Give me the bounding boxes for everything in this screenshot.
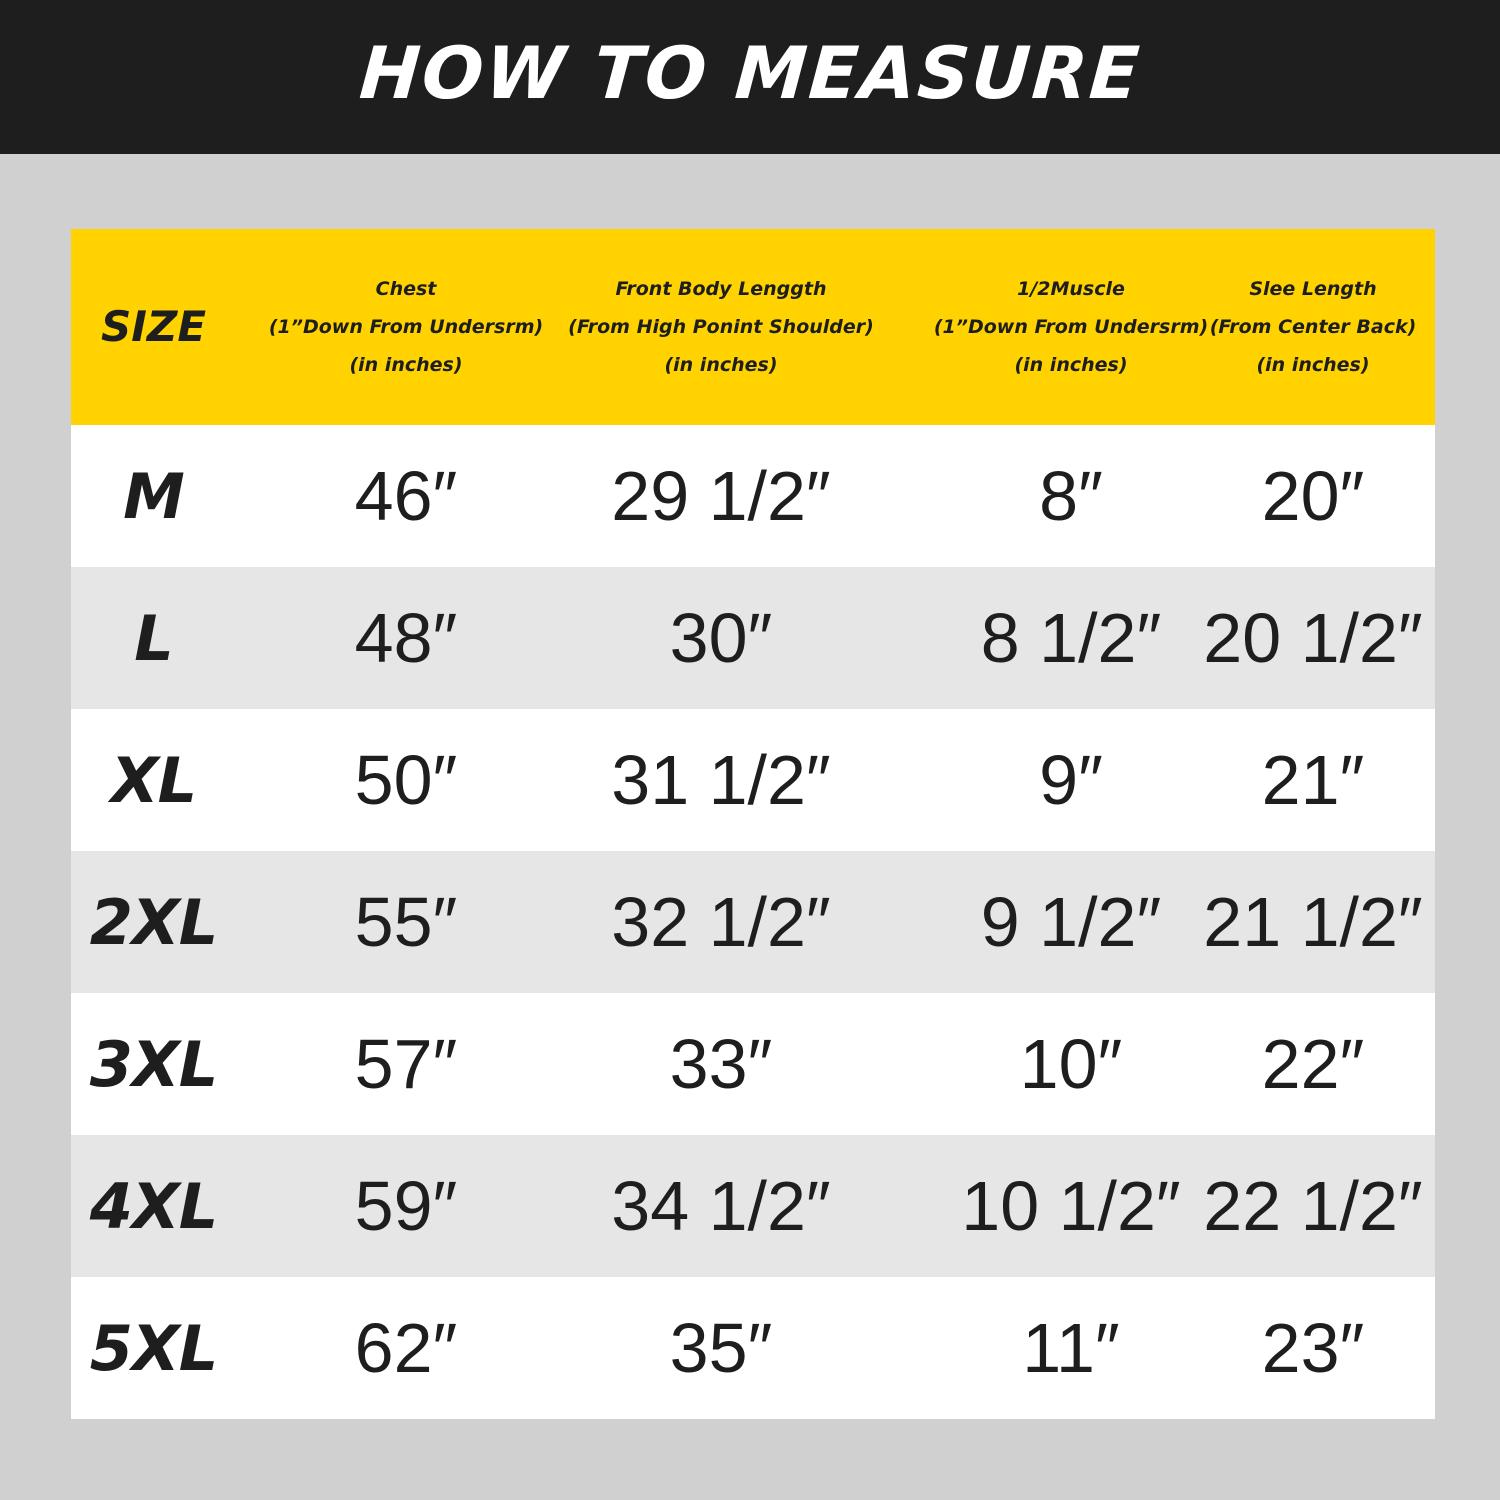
table-row <box>71 993 1435 1135</box>
header-sleeve-length <box>1191 229 1435 425</box>
muscle-cell: 8″ <box>1039 457 1103 535</box>
header-front-body-length <box>561 229 881 425</box>
header-front-note: (From High Ponint Shoulder) <box>568 316 874 338</box>
size-cell: 3XL <box>89 1027 218 1101</box>
size-cell: 4XL <box>89 1169 218 1243</box>
sleeve-cell: 20″ <box>1261 457 1365 535</box>
muscle-cell: 10 1/2″ <box>961 1167 1181 1245</box>
sleeve-cell: 20 1/2″ <box>1203 599 1423 677</box>
size-cell: 5XL <box>89 1311 218 1385</box>
size-chart-table <box>71 229 1435 1418</box>
sleeve-cell: 23″ <box>1261 1309 1365 1387</box>
front-length-cell: 33″ <box>669 1025 773 1103</box>
table-header <box>71 229 1435 425</box>
header-muscle-title: 1/2Muscle <box>1017 278 1125 300</box>
header-muscle-unit: (in inches) <box>1014 354 1128 376</box>
size-cell: XL <box>110 743 197 817</box>
sleeve-cell: 21 1/2″ <box>1203 883 1423 961</box>
header-front-unit: (in inches) <box>664 354 778 376</box>
header-sleeve-note: (From Center Back) <box>1209 316 1417 338</box>
front-length-cell: 29 1/2″ <box>611 457 831 535</box>
table-row <box>71 1277 1435 1419</box>
muscle-cell: 9″ <box>1039 741 1103 819</box>
front-length-cell: 31 1/2″ <box>611 741 831 819</box>
chest-cell: 57″ <box>354 1025 458 1103</box>
header-half-muscle <box>911 229 1231 425</box>
table-row <box>71 851 1435 993</box>
chest-cell: 55″ <box>354 883 458 961</box>
front-length-cell: 34 1/2″ <box>611 1167 831 1245</box>
chest-cell: 46″ <box>354 457 458 535</box>
chest-cell: 62″ <box>354 1309 458 1387</box>
header-front-title: Front Body Lenggth <box>615 278 827 300</box>
size-cell: 2XL <box>89 885 218 959</box>
front-length-cell: 32 1/2″ <box>611 883 831 961</box>
header-size <box>71 229 236 425</box>
front-length-cell: 35″ <box>669 1309 773 1387</box>
chest-cell: 50″ <box>354 741 458 819</box>
size-cell: M <box>123 459 184 533</box>
table-row <box>71 425 1435 567</box>
muscle-cell: 8 1/2″ <box>980 599 1162 677</box>
header-muscle-note: (1”Down From Undersrm) <box>933 316 1209 338</box>
chest-cell: 48″ <box>354 599 458 677</box>
sleeve-cell: 22″ <box>1261 1025 1365 1103</box>
header-sleeve-title: Slee Length <box>1249 278 1377 300</box>
table-row <box>71 709 1435 851</box>
page-title: HOW TO MEASURE <box>356 31 1144 115</box>
sleeve-cell: 21″ <box>1261 741 1365 819</box>
sleeve-cell: 22 1/2″ <box>1203 1167 1423 1245</box>
header-chest-note: (1”Down From Undersrm) <box>268 316 544 338</box>
front-length-cell: 30″ <box>669 599 773 677</box>
size-cell: L <box>134 601 173 675</box>
chest-cell: 59″ <box>354 1167 458 1245</box>
header-chest <box>256 229 556 425</box>
header-chest-unit: (in inches) <box>349 354 463 376</box>
table-row <box>71 1135 1435 1277</box>
table-row <box>71 567 1435 709</box>
header-sleeve-unit: (in inches) <box>1256 354 1370 376</box>
muscle-cell: 9 1/2″ <box>980 883 1162 961</box>
title-banner <box>0 0 1500 154</box>
header-chest-title: Chest <box>375 278 437 300</box>
muscle-cell: 10″ <box>1019 1025 1123 1103</box>
muscle-cell: 11″ <box>1022 1309 1120 1387</box>
header-size-label: SIZE <box>100 302 207 351</box>
